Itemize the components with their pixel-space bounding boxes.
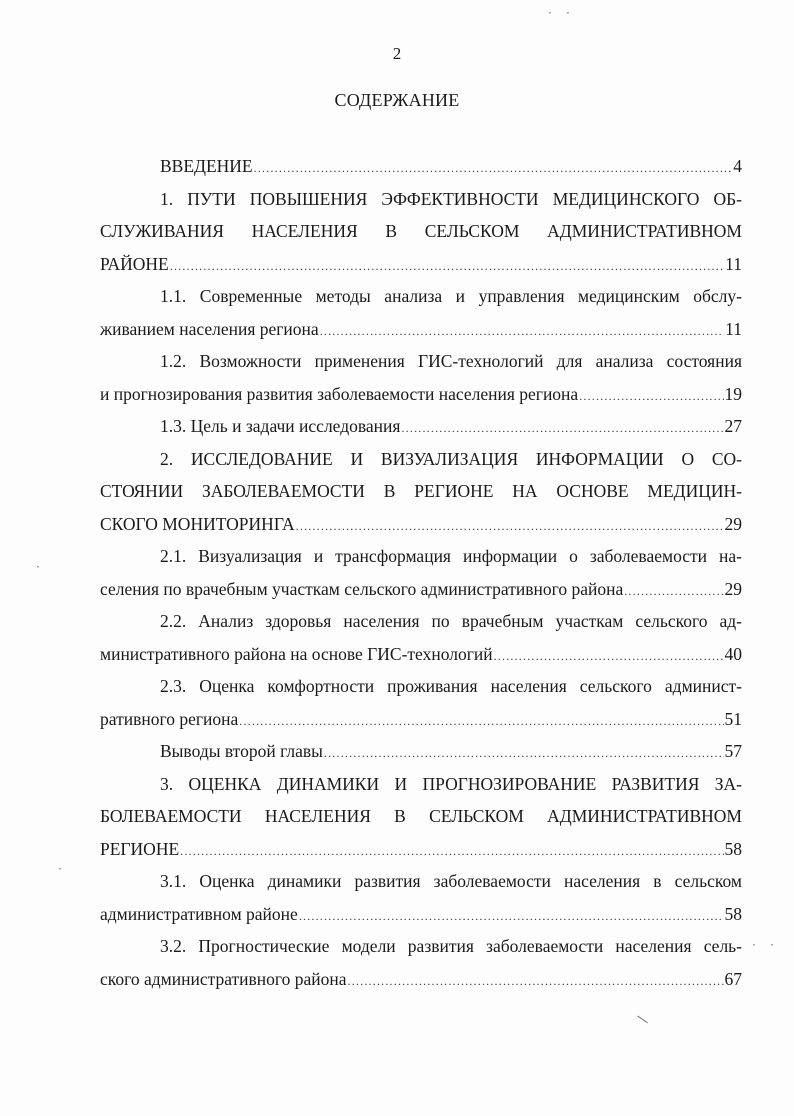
toc-entry-title: ского административного района	[100, 968, 347, 989]
toc-entry-leader-line	[100, 410, 742, 443]
toc-entry-title: РАЙОНЕ	[100, 253, 169, 274]
dot-leader	[296, 510, 724, 543]
scan-speck: |	[635, 1013, 649, 1025]
dot-leader	[624, 575, 723, 608]
toc-entry-leader-line	[100, 573, 742, 606]
toc-entry-line: 2.2. Анализ здоровья населения по врачебным участкам сельского ад-	[160, 611, 742, 631]
table-of-contents	[100, 150, 742, 995]
scan-speck: ·	[58, 862, 62, 876]
toc-title: СОДЕРЖАНИЕ	[334, 90, 460, 110]
toc-entry-title: 1.3. Цель и задачи исследования	[160, 416, 401, 436]
toc-entry-title: административном районе	[100, 903, 298, 924]
toc-entry-line: 3. ОЦЕНКА ДИНАМИКИ И ПРОГНОЗИРОВАНИЕ РАЗВИТИЯ ЗА-	[160, 773, 742, 794]
toc-page-number: 57	[724, 741, 742, 761]
toc-entry[interactable]	[100, 410, 742, 443]
toc-entry-line: 1.1. Современные методы анализа и управления медицинским обслу-	[160, 286, 742, 306]
toc-entry-leader-line	[100, 735, 742, 768]
toc-entry-leader-line	[100, 248, 742, 281]
toc-entry-title: Выводы второй главы	[160, 741, 323, 761]
toc-entry-title: ВВЕДЕНИЕ	[160, 156, 253, 176]
toc-entry-title: СКОГО МОНИТОРИНГА	[100, 513, 295, 534]
toc-page-number: 58	[724, 903, 742, 924]
toc-entry-line: СТОЯНИИ ЗАБОЛЕВАЕМОСТИ В РЕГИОНЕ НА ОСНОВЕ МЕДИЦИН-	[100, 481, 742, 501]
scan-speck: ·	[752, 938, 756, 952]
toc-entry-title: и прогнозирования развития заболеваемости населения региона	[100, 383, 579, 404]
toc-entry[interactable]	[100, 443, 742, 541]
toc-entry-title: живанием населения региона	[100, 318, 319, 339]
scan-speck: ·	[770, 938, 774, 952]
toc-entry-leader-line	[100, 898, 742, 931]
toc-page-number: 29	[724, 578, 742, 599]
toc-entry-leader-line	[100, 378, 742, 411]
dot-leader	[299, 900, 724, 933]
toc-entry-leader-line	[100, 833, 742, 866]
dot-leader	[348, 965, 724, 998]
dot-leader	[494, 640, 724, 673]
toc-entry-line: 2. ИССЛЕДОВАНИЕ И ВИЗУАЛИЗАЦИЯ ИНФОРМАЦИИ О СО-	[160, 448, 742, 469]
dot-leader	[579, 380, 723, 413]
toc-entry[interactable]	[100, 735, 742, 768]
toc-entry-leader-line	[100, 703, 742, 736]
toc-entry-line: 1.2. Возможности применения ГИС-технологий для анализа состояния	[160, 351, 742, 371]
toc-entry-line: 2.1. Визуализация и трансформация информации о заболеваемости на-	[160, 546, 742, 566]
scan-speck: ·	[36, 560, 40, 574]
toc-entry[interactable]	[100, 865, 742, 930]
toc-entry-line: БОЛЕВАЕМОСТИ НАСЕЛЕНИЯ В СЕЛЬСКОМ АДМИНИСТРАТИВНОМ	[100, 806, 742, 826]
dot-leader	[320, 315, 724, 348]
dot-leader	[239, 705, 723, 738]
toc-entry-title: селения по врачебным участкам сельского административного района	[100, 578, 624, 599]
toc-page-number: 67	[724, 968, 742, 989]
toc-page-number: 11	[725, 253, 742, 274]
dot-leader	[324, 737, 724, 770]
toc-entry[interactable]	[100, 540, 742, 605]
toc-page-number: 51	[724, 708, 742, 729]
toc-entry-title: ративного региона	[100, 708, 239, 729]
toc-page-number: 27	[724, 416, 742, 436]
scan-speck: ·	[548, 6, 552, 20]
toc-page-number: 11	[725, 318, 742, 339]
dot-leader	[401, 412, 723, 445]
toc-entry-leader-line	[100, 150, 742, 183]
scan-speck: ·	[566, 6, 570, 20]
toc-entry-line: 3.2. Прогностические модели развития заболеваемости населения сель-	[160, 936, 742, 956]
toc-entry[interactable]	[100, 605, 742, 670]
toc-entry-title: РЕГИОНЕ	[100, 838, 180, 859]
toc-page-number: 29	[724, 513, 742, 534]
toc-entry-line: 1. ПУТИ ПОВЫШЕНИЯ ЭФФЕКТИВНОСТИ МЕДИЦИНСКОГО ОБ-	[160, 188, 742, 209]
toc-entry-leader-line	[100, 508, 742, 541]
toc-entry[interactable]	[100, 150, 742, 183]
toc-entry-line: СЛУЖИВАНИЯ НАСЕЛЕНИЯ В СЕЛЬСКОМ АДМИНИСТРАТИВНОМ	[100, 221, 742, 241]
toc-entry-title: министративного района на основе ГИС-технологий	[100, 643, 493, 664]
toc-entry-line: 3.1. Оценка динамики развития заболеваемости населения в сельском	[160, 871, 742, 891]
toc-entry-leader-line	[100, 963, 742, 996]
toc-entry[interactable]	[100, 345, 742, 410]
toc-entry-line: 2.3. Оценка комфортности проживания населения сельского админист-	[160, 676, 742, 696]
toc-entry-leader-line	[100, 313, 742, 346]
toc-entry[interactable]	[100, 670, 742, 735]
toc-page-number: 4	[733, 156, 742, 176]
toc-page-number: 58	[724, 838, 742, 859]
toc-page-number: 19	[724, 383, 742, 404]
toc-entry[interactable]	[100, 280, 742, 345]
toc-entry[interactable]	[100, 768, 742, 866]
dot-leader	[254, 152, 733, 185]
dot-leader	[170, 250, 724, 283]
page-number: 2	[392, 44, 402, 63]
toc-entry-leader-line	[100, 638, 742, 671]
toc-page-number: 40	[724, 643, 742, 664]
toc-entry[interactable]	[100, 183, 742, 281]
dot-leader	[180, 835, 723, 868]
toc-entry[interactable]	[100, 930, 742, 995]
